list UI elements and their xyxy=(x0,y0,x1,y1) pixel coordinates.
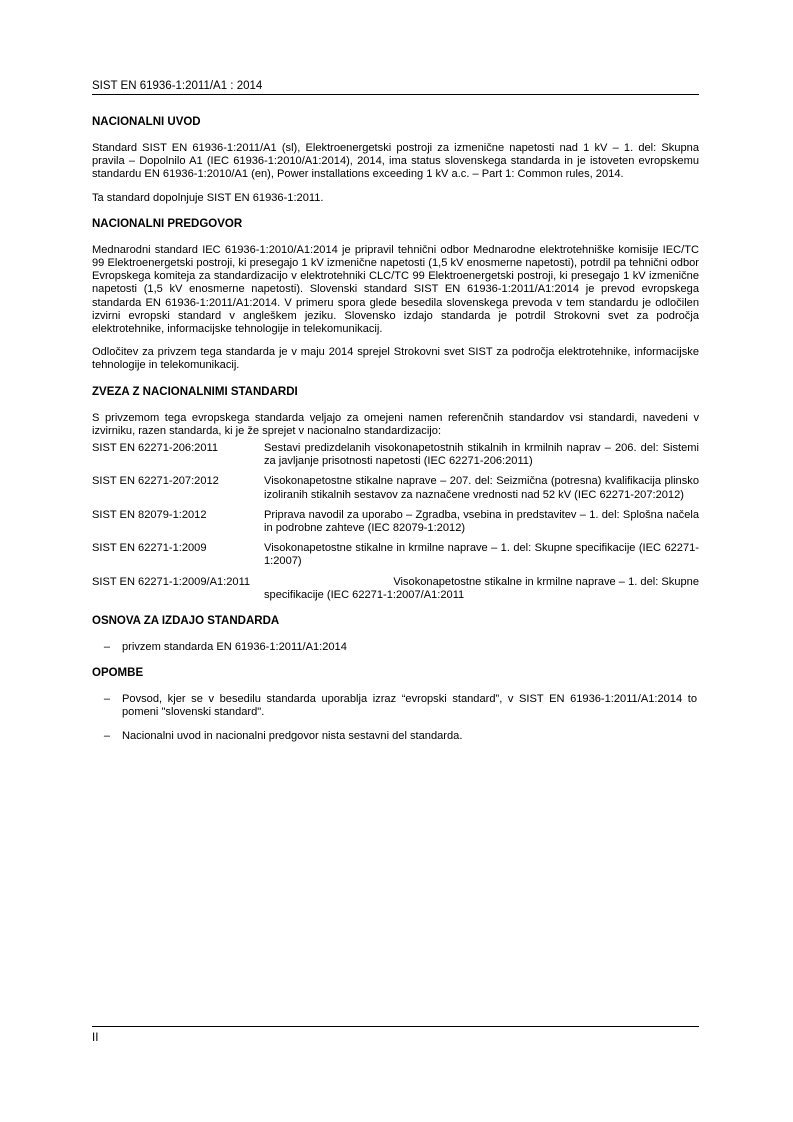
reference-description: Priprava navodil za uporabo – Zgradba, vsebina in predstavitev – 1. del: Splošna načela in podrobne zahteve (IEC 82079-1:2012) xyxy=(264,508,699,535)
list-item xyxy=(92,641,699,654)
reference-code: SIST EN 82079-1:2012 xyxy=(92,508,207,521)
section-heading: OPOMBE xyxy=(92,667,144,680)
reference-item xyxy=(92,509,699,535)
dash-bullet: – xyxy=(103,693,111,706)
reference-code: SIST EN 62271-206:2011 xyxy=(92,442,219,455)
reference-description: Visokonapetostne stikalne in krmilne naprave – 1. del: Skupne xyxy=(393,575,699,588)
reference-item xyxy=(92,442,699,468)
paragraph: Standard SIST EN 61936-1:2011/A1 (sl), Elektroenergetski postroji za izmenične napetosti nad 1 kV – 1. del: Skupna pravila – Dopolnilo A1 (IEC 61936-1:2010/A1:2014), 2014, ima status slovenskega standarda in je istoveten evropskemu standardu EN 61936-1:2010/A1 (en), Power installations exceeding 1 kV a.c. – Part 1: Common rules, 2014. xyxy=(92,142,699,181)
list-item xyxy=(92,693,699,719)
reference-description-continuation: specifikacije (IEC 62271-1:2007/A1:2011 xyxy=(264,588,465,601)
section-heading: NACIONALNI UVOD xyxy=(92,116,201,128)
section-nacionalni-predgovor xyxy=(92,217,699,373)
section-nacionalni-uvod xyxy=(92,115,699,205)
reference-code: SIST EN 62271-1:2009 xyxy=(92,542,207,555)
section-opombe xyxy=(92,666,699,743)
list-item-text: Nacionalni uvod in nacionalni predgovor nista sestavni del standarda. xyxy=(122,729,463,742)
reference-code: SIST EN 62271-1:2009/A1:2011 xyxy=(92,575,251,588)
list-item-text: privzem standarda EN 61936-1:2011/A1:2014 xyxy=(122,641,347,654)
reference-item xyxy=(92,576,699,602)
document-page xyxy=(92,0,699,1122)
reference-code: SIST EN 62271-207:2012 xyxy=(92,475,219,488)
section-heading: NACIONALNI PREDGOVOR xyxy=(92,217,243,230)
section-osnova-za-izdajo xyxy=(92,614,699,654)
reference-description: Visokonapetostne stikalne naprave – 207. del: Seizmična (potresna) kvalifikacija plinsko izoliranih stikalnih sestavov za naznačene vrednosti nad 52 kV (IEC 62271-207:2012) xyxy=(264,475,699,501)
reference-item xyxy=(92,475,699,501)
paragraph: Odločitev za privzem tega standarda je v maju 2014 sprejel Strokovni svet SIST za področja elektrotehnike, informacijske tehnologije in telekomunikacij. xyxy=(92,346,699,372)
page-number: II xyxy=(92,1032,99,1044)
reference-list xyxy=(92,442,699,602)
list-item xyxy=(92,730,699,743)
paragraph: S privzemom tega evropskega standarda veljajo za omejeni namen referenčnih standardov vsi standardi, navedeni v izvirniku, razen standarda, ki je že sprejet v nacionalno standardizacijo: xyxy=(92,411,699,437)
section-zveza-z-nacionalnimi-standardi xyxy=(92,385,699,602)
header-rule xyxy=(92,94,699,95)
running-header: SIST EN 61936-1:2011/A1 : 2014 xyxy=(92,80,263,92)
list-item-text: Povsod, kjer se v besedilu standarda uporablja izraz “evropski standard”, v SIST EN 61936-1:2011/A1:2014 to pomeni "slovenski standard". xyxy=(122,693,697,719)
reference-item xyxy=(92,542,699,568)
section-heading: ZVEZA Z NACIONALNIMI STANDARDI xyxy=(92,385,298,398)
reference-description: Sestavi predizdelanih visokonapetostnih stikalnih in krmilnih naprav – 206. del: Sistemi za javljanje prisotnosti napetosti (IEC 62271-206:2011) xyxy=(264,442,699,468)
dash-bullet: – xyxy=(103,641,111,654)
section-heading: OSNOVA ZA IZDAJO STANDARDA xyxy=(92,615,280,628)
paragraph: Ta standard dopolnjuje SIST EN 61936-1:2011. xyxy=(92,191,324,204)
paragraph: Mednarodni standard IEC 61936-1:2010/A1:2014 je pripravil tehnični odbor Mednarodne elektrotehniške komisije IEC/TC 99 Elektroenergetski postroji, ki presegajo 1 kV izmenične napetosti (1,5 kV enosmerne napetosti), potrdil pa tehnični odbor Evropskega komiteja za standardizacijo v elektrotehniki CLC/TC 99 Elektroenergetski postroji, ki presegajo 1 kV izmenične napetosti (1,5 kV enosmerne napetosti). Slovenski standard SIST EN 61936-1:2011/A1:2014 je prevod evropskega standarda EN 61936-1:2011/A1:2014. V primeru spora glede besedila slovenskega prevoda v tem standardu je odločilen izvirni evropski standard v angleškem jeziku. Slovensko izdajo standarda je potrdil Strokovni svet za področja elektrotehnike, informacijske tehnologije in telekomunikacij. xyxy=(92,243,699,336)
dash-bullet: – xyxy=(103,729,111,742)
reference-description: Visokonapetostne stikalne in krmilne naprave – 1. del: Skupne specifikacije (IEC 62271-1:2007) xyxy=(264,542,699,568)
footer-rule xyxy=(92,1026,699,1027)
reference-first-line xyxy=(92,576,699,589)
page-content xyxy=(92,115,699,753)
